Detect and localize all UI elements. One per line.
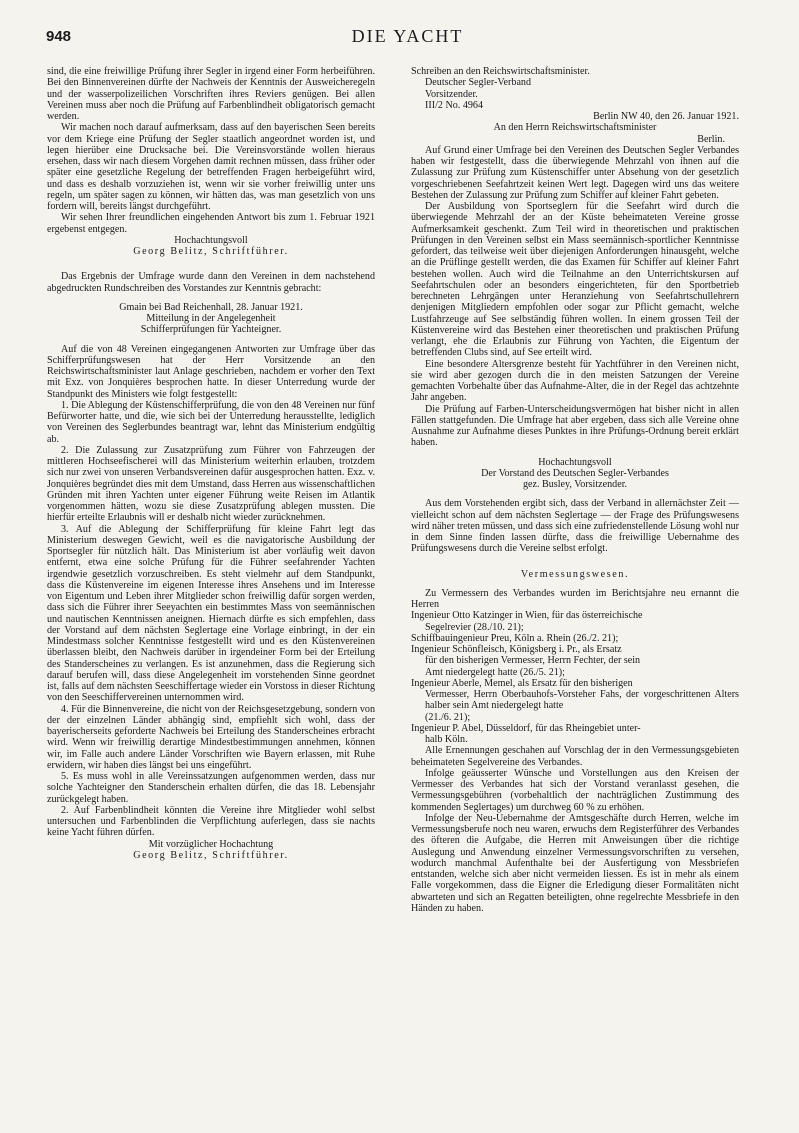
paragraph: Das Ergebnis der Umfrage wurde dann den Vereinen in dem nachstehend abgedruckten Rundschreiben des Vorstandes zur Kenntnis gebracht: (47, 271, 375, 294)
list-item: 1. Die Ablegung der Küstenschifferprüfung, die von den 48 Vereinen nur fünf Befürworter hatte, und die, wie sich bei der Unterredung herausstellte, lediglich von Vereinen des Seglerbundes beantragt war, lehnt das Ministerium endgültig ab. (47, 399, 375, 445)
subject-line: Mitteilung in der Angelegenheit (146, 313, 276, 324)
list-item-cont: (21./6. 21); (425, 711, 471, 723)
paragraph: Auf die von 48 Vereinen eingegangenen Antworten zur Umfrage über das Schifferprüfungswesen hat der Herr Vorsitzende an den Reichswirtschaftsminister laut Anlage geschrieben, nachdem er vorher den Text mit Exz. von Jonquières besprochen hatte. In dieser Unterredung wurde der Standpunkt des Ministers wie folgt festgestellt: (47, 343, 375, 400)
list-item: 2. Auf Farbenblindheit könnten die Vereine ihre Mitglieder wohl selbst untersuchen und Farbenblinden die Verpflichtung auferlegen, dass sie nachts keine Yacht führen dürfen. (47, 804, 375, 839)
paragraph: Die Prüfung auf Farben-Unterscheidungsvermögen hat bisher nicht in allen Fällen stattgefunden. Die Umfrage hat aber ergeben, dass sich alle Vereine ohne Ausnahme zur Aufnahme dieses Punktes in ihre Prüfungs-Ordnung bereit erklärt haben. (411, 403, 739, 449)
page-header (46, 26, 769, 48)
list-item-cont: Vermesser, Herrn Oberbauhofs-Vorsteher Fahs, der vorgeschrittenen Alters halber sein Amt niedergelegt hatte (425, 689, 739, 712)
letter-sender: Vorsitzender. (425, 88, 478, 100)
closing: Hochachtungsvoll (174, 234, 248, 246)
subject-line: Schifferprüfungen für Yachteigner. (140, 324, 282, 336)
paragraph: Zu Vermessern des Verbandes wurden im Berichtsjahre neu ernannt die Herren (411, 587, 739, 610)
list-item: Ingenieur Aberle, Memel, als Ersatz für den bisherigen (411, 677, 633, 689)
letter-addressee: An den Herrn Reichswirtschaftsminister (493, 122, 657, 134)
list-item-cont: halb Köln. (425, 734, 468, 745)
list-item: Schiffbauingenieur Preu, Köln a. Rhein (26./2. 21); (411, 632, 619, 644)
paragraph: Der Ausbildung von Sportseglern für die Seefahrt wird durch die überwiegende Mehrzahl der an der Küste beheimateten Vereine grosse Aufmerksamkeit geschenkt. Zum Teil wird in theoretischen und praktischen Prüfungen in den Vereinen selbst ein Mass seemännisch-sportlicher Kenntnisse gefordert, das teilweise weit über diejenigen Anforderungen hinausgeht, welche an die Prüflinge gestellt werden, die das Examen für Schiffer auf kleiner Fahrt bestehen wollen. Auch wird die Teilnahme an den Unterrichtskursen auf Seefahrtschulen oder an besonders eingerichteten, für den Sportbetrieb berechneten Lehrgängen unter Heranziehung von Seefahrtschullehrern denjenigen Mitgliedern empfohlen oder sogar zur Pflicht gemacht, welche Lustfahrzeuge auf See selbständig führen wollen. In einem grossen Teil der Küstenvereine wird das Bestehen einer theoretischen und praktischen Prüfung verlangt, ehe die Erlaubnis zur Führung von Yachten, die Eigentum der betreffenden Clubs sind, auf See erteilt wird. (411, 201, 739, 359)
left-column (47, 66, 375, 861)
list-item: 5. Es muss wohl in alle Vereinssatzungen aufgenommen werden, dass nur solche Yachteigner den Standerschein erhalten dürfen, die das 18. Lebensjahr zurückgelegt haben. (47, 771, 375, 805)
page-number: 948 (46, 28, 72, 45)
signature: gez. Busley, Vorsitzender. (522, 479, 628, 490)
organization: Der Vorstand des Deutschen Segler-Verbandes (481, 467, 669, 479)
paragraph: Infolge geäusserter Wünsche und Vorstellungen aus den Kreisen der Vermesser des Verbandes hat sich der Vorstand veranlasst gesehen, die Vermessungsgebühren (vorbehaltlich der nachträglichen Zustimmung des kommenden Seglertages) um durchweg 60 % zu erhöhen. (411, 767, 739, 813)
letter-heading: Schreiben an den Reichswirtschaftsminister. (411, 66, 590, 77)
paragraph: Eine besondere Altersgrenze besteht für Yachtführer in den Vereinen nicht, sie wird aber gezogen durch die in den meisten Satzungen der Vereine gemachten Vorbehalte über das Aufnahme-Alter, die in der Regel das achtzehnte Jahr angeben. (411, 358, 739, 404)
paragraph: Auf Grund einer Umfrage bei den Vereinen des Deutschen Segler Verbandes haben wir festgestellt, dass die überwiegende Mehrzahl von ihnen auf die Zulassung zur Prüfung zum Küstenschiffer unter Absehung von der gesetzlich vorgeschriebenen Seefahrtzeit keinen Wert legt. Dagegen wird uns das weitere Bestehen der Zulassung zur Prüfung zum Schiffer auf kleiner Fahrt gebeten. (411, 144, 739, 201)
paragraph: Wir sehen Ihrer freundlichen eingehenden Antwort bis zum 1. Februar 1921 ergebenst entgegen. (47, 212, 375, 235)
letter-date: Berlin NW 40, den 26. Januar 1921. (593, 111, 739, 122)
list-item: 3. Auf die Ablegung der Schifferprüfung für kleine Fahrt legt das Ministerium deswegen Gewicht, weil es die navigatorische Ausbildung der Sportsegler für nützlich hält. Das Ministerium ist aber vorläufig weit davon entfernt, etwa eine solche Prüfung für die Führer seefahrender Yachten irgendwie gesetzlich vorzuschreiben. Es steht vielmehr auf dem Standpunkt, dass die Küstenvereine im eigenen Interesse ihres Ansehens und im Interesse von Eigentum und Leben ihrer Mitglieder schon freiwillig dafür sorgen werden, dass sich die Führer ihrer Seeyachten ein bestimmtes Mass von seemännischen und nautischen Kenntnissen aneignen. Hiernach dürfte es sich empfehlen, dass der Vorstand auf dem nächsten Seglertage eine Vorlage einbringt, in der ein Mindestmass solcher Kenntnisse festgestellt wird und es den Küstenvereinen überlassen bleibt, den Nachweis darüber in irgendeiner Form bei der Erteilung des Standerscheines zu verlangen. Es ist anzunehmen, dass die Regierung sich darauf berufen will, dass diese Angelegenheit im vorstehenden Sinne geordnet ist, falls auf dem nächsten Seeschiffertage wieder ein Vorstoss in dieser Richtung von den Seeschiffervereinen unternommen wird. (47, 523, 375, 704)
signature: Georg Belitz, Schriftführer. (133, 246, 289, 257)
paragraph: Alle Ernennungen geschahen auf Vorschlag der in den Vermessungsgebieten beheimateten Segelvereine des Verbandes. (411, 745, 739, 768)
paragraph: Aus dem Vorstehenden ergibt sich, dass der Verband in allernächster Zeit — vielleicht schon auf dem nächsten Seglertage — der Frage des Prüfungswesens wird näher treten müssen, und dass sich eine zufriedenstellende Lösung wohl nur in dem Sinne finden lassen dürfte, dass die freiwillige Uebernahme des Prüfungswesens durch die Vereine selbst erfolgt. (411, 498, 739, 555)
list-item-cont: Segelrevier (28./10. 21); (425, 621, 524, 633)
list-item: Ingenieur P. Abel, Düsseldorf, für das Rheingebiet unter- (411, 722, 641, 734)
right-column (411, 66, 739, 914)
letter-reference: III/2 No. 4964 (425, 99, 484, 111)
paragraph: Wir machen noch darauf aufmerksam, dass auf den bayerischen Seen bereits vor dem Kriege eine Prüfung der Segler staatlich angeordnet worden ist, und legen hierüber eine Drucksache bei. Die Vereinsvorstände wollen hieraus ersehen, dass wir nach diesem Vorgehen damit rechnen müssen, dass früher oder später eine gesetzliche Regelung der betreffenden Fragen herbeigeführt wird, und dass es deshalb vorzuziehen ist, wenn wir sie vorher freiwillig unter uns regeln, um später sagen zu können, wir hätten das, was man gesetzlich von uns fordern will, bereits längst durchgeführt. (47, 122, 375, 212)
running-title: DIE YACHT (351, 26, 464, 46)
paragraph: Infolge der Neu-Uebernahme der Amtsgeschäfte durch Herren, welche im Vermessungsberufe noch neu waren, erwuchs dem Registerführer des Verbandes des öfteren die Aufgabe, die Herren mit Anweisungen über die richtige Auslegung und Anwendung einzelner Vermessungsvorschriften zu versehen, wodurch manchmal Aufenthalte bei der Ausfertigung von Messbriefen entstanden, welche sich aber nicht vermeiden liessen. Es ist in mehr als einem Falle vorgekommen, dass die Eigner die Erledigung dieser Formalitäten nicht abwarteten und sich an Regatten beteiligten, ohne regelrechte Messbriefe in den Händen zu haben. (411, 812, 739, 914)
closing: Hochachtungsvoll (538, 456, 612, 468)
list-item-cont: Amt niedergelegt hatte (26./5. 21); (425, 666, 565, 678)
section-heading: Vermessungswesen. (520, 568, 630, 580)
signature: Georg Belitz, Schriftführer. (133, 849, 289, 861)
paragraph: sind, die eine freiwillige Prüfung ihrer Segler in irgend einer Form herbeiführen. Bei den Binnenvereinen dürfte der Nachweis der Kenntnis der Ausweicheregeln und der wasserpolizeilichen Vorschriften ihres Reviers genügen. Bei allen Vereinen muss aber noch die Prüfung auf Farbenblindheit obligatorisch gemacht werden. (47, 66, 375, 122)
letter-place: Berlin. (697, 133, 725, 145)
list-item: Ingenieur Schönfleisch, Königsberg i. Pr., als Ersatz (411, 644, 622, 655)
letter-sender: Deutscher Segler-Verband (425, 77, 532, 89)
dateline: Gmain bei Bad Reichenhall, 28. Januar 1921. (119, 301, 303, 313)
list-item-cont: für den bisherigen Vermesser, Herrn Fechter, der sein (425, 655, 641, 667)
list-item: 2. Die Zulassung zur Zusatzprüfung zum Führer von Fahrzeugen der mittleren Hochseefischerei will das Ministerium weiterhin erlauben, trotzdem sich nur zwei von unseren Verbandsvereinen dafür ausgesprochen hatten. Exz. v. Jonquières begründet dies mit dem Umstand, dass Herren aus wissenschaftlichen Gründen mit ihren Yachten unter eigener Führung weite Reisen im Atlantik vorgenommen hätten, wozu sie diese Zusatzprüfung ablegen mussten. Die hierfür erteilte Erlaubnis will er deshalb nicht wieder zurücknehmen. (47, 444, 375, 524)
list-item: 4. Für die Binnenvereine, die nicht von der Reichsgesetzgebung, sondern von der der einzelnen Länder abhängig sind, empfiehlt sich wohl, dass der bayerischerseits geforderte Nachweis bei Erteilung des Standerscheines erbracht wird. Wenn wir freiwillig derartige Mindestbestimmungen annehmen, können wir, im Falle auch andere Länder Vorschriften wie Bayern erlassen, mit Ruhe erwidern, wir haben dies längst bei uns eingeführt. (47, 703, 375, 771)
list-item: Ingenieur Otto Katzinger in Wien, für das österreichische (411, 610, 643, 622)
closing: Mit vorzüglicher Hochachtung (148, 838, 274, 850)
